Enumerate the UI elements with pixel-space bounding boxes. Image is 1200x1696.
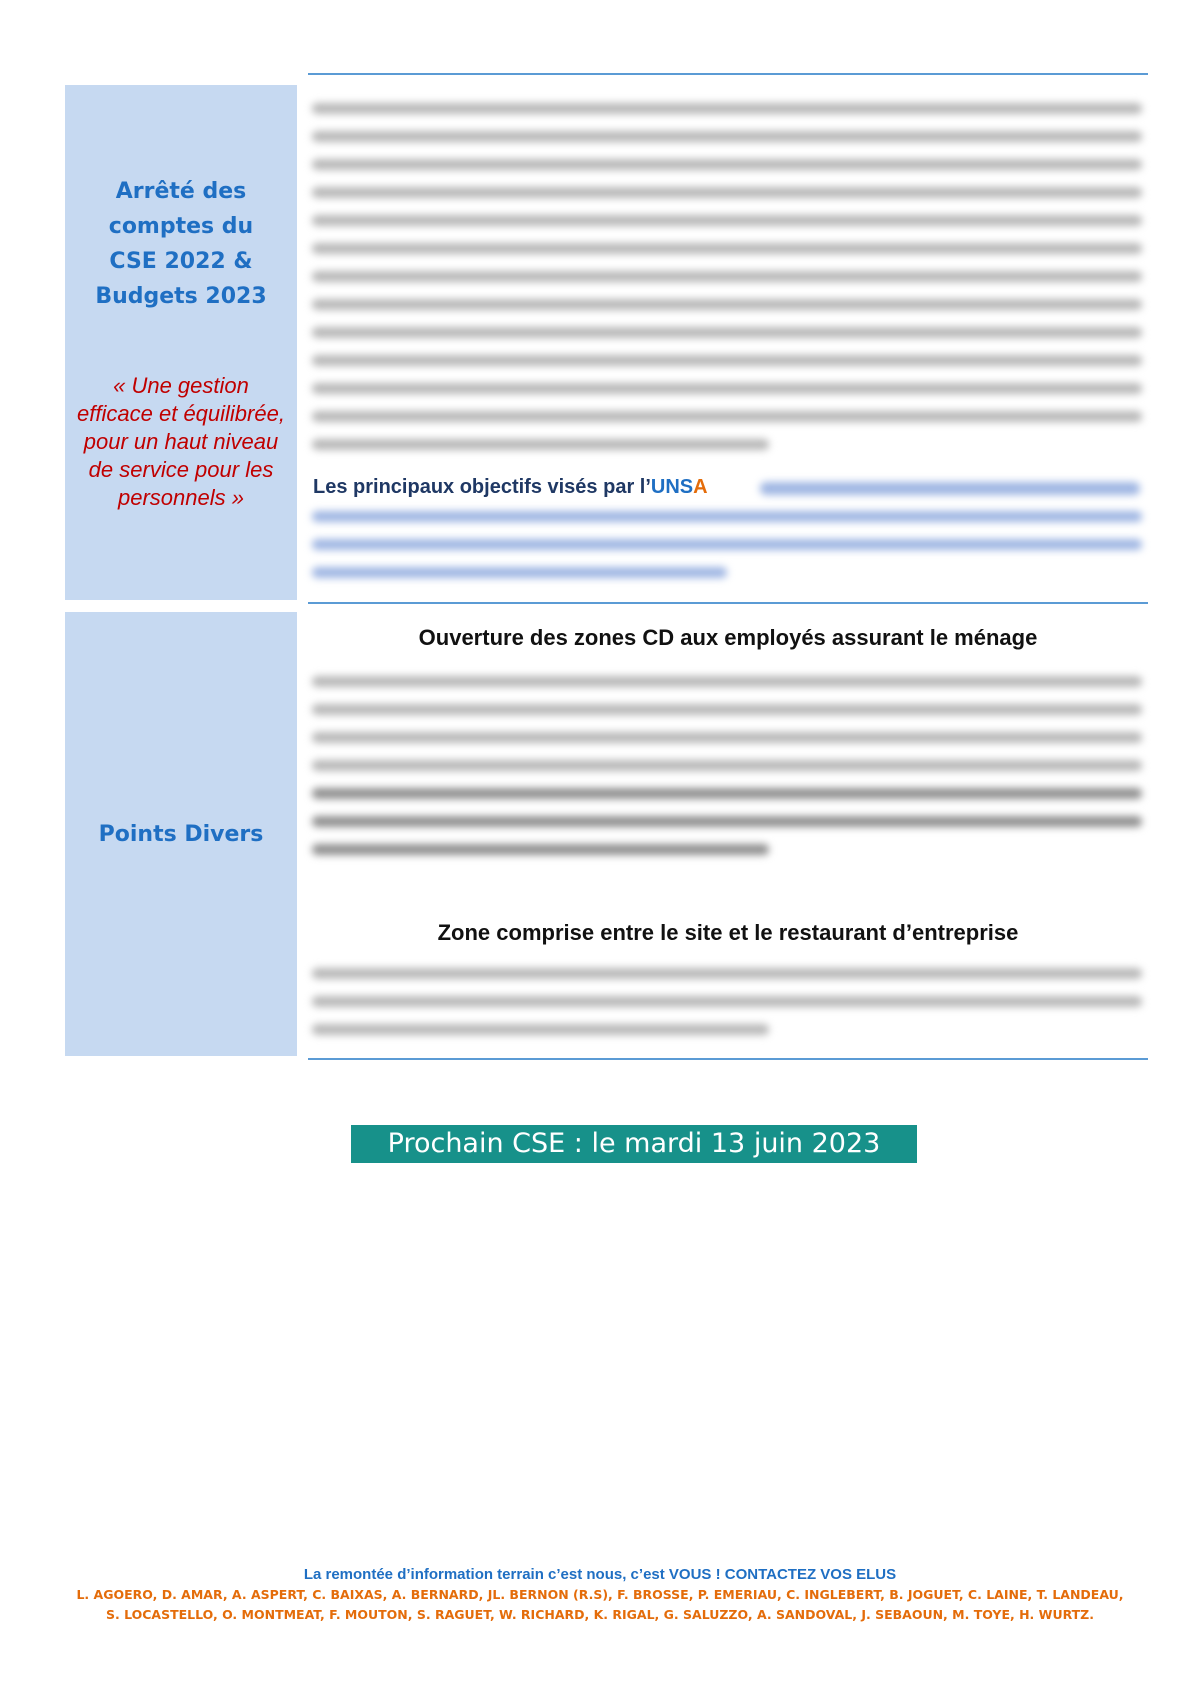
- blurred-paragraph-cd-zones: [312, 676, 1142, 872]
- footer-title: La remontée d’information terrain c’est nous, c’est VOUS ! CONTACTEZ VOS ELUS: [303, 1566, 897, 1583]
- section-sidebar-points-divers: [65, 612, 297, 1056]
- section-title-points-divers: Points Divers: [98, 821, 264, 847]
- divider-bottom: [308, 1058, 1148, 1060]
- blurred-objectives-inline: [760, 482, 1140, 495]
- heading-cd-zones: Ouverture des zones CD aux employés assurant le ménage: [418, 625, 1038, 650]
- divider-middle: [308, 602, 1148, 604]
- blurred-objectives-paragraph: [312, 511, 1142, 595]
- footer: [0, 1565, 1200, 1625]
- objectives-line: [313, 476, 708, 499]
- divider-top: [308, 73, 1148, 75]
- section-title-budget: Arrêté des comptes du CSE 2022 & Budgets 2023: [95, 178, 267, 309]
- unsa-logo-text-u: UNS: [650, 476, 694, 498]
- blurred-paragraph-restaurant-zone: [312, 968, 1142, 1052]
- unsa-logo-text-a: A: [693, 476, 708, 498]
- next-cse-banner: Prochain CSE : le mardi 13 juin 2023: [351, 1125, 917, 1163]
- heading-restaurant-zone: Zone comprise entre le site et le restaurant d’entreprise: [437, 920, 1019, 945]
- section-sidebar-budget: [65, 85, 297, 600]
- footer-elected-names: L. AGOERO, D. AMAR, A. ASPERT, C. BAIXAS, A. BERNARD, JL. BERNON (R.S), F. BROSSE, P. EMERIAU, C. INGLEBERT, B. JOGUET, C. LAINE, T. LANDEAU, S. LOCASTELLO, O. MONTMEAT, F. MOUTON, S. RAGUET, W. RICHARD, K. RIGAL, G. SALUZZO, A. SANDOVAL, J. SEBAOUN, M. TOYE, H. WURTZ.: [76, 1587, 1124, 1622]
- section-quote: « Une gestion efficace et équilibrée, pour un haut niveau de service pour les personnels »: [77, 372, 285, 510]
- blurred-paragraph-budget: [312, 103, 1142, 467]
- objectives-prefix: Les principaux objectifs visés par l’: [313, 476, 651, 498]
